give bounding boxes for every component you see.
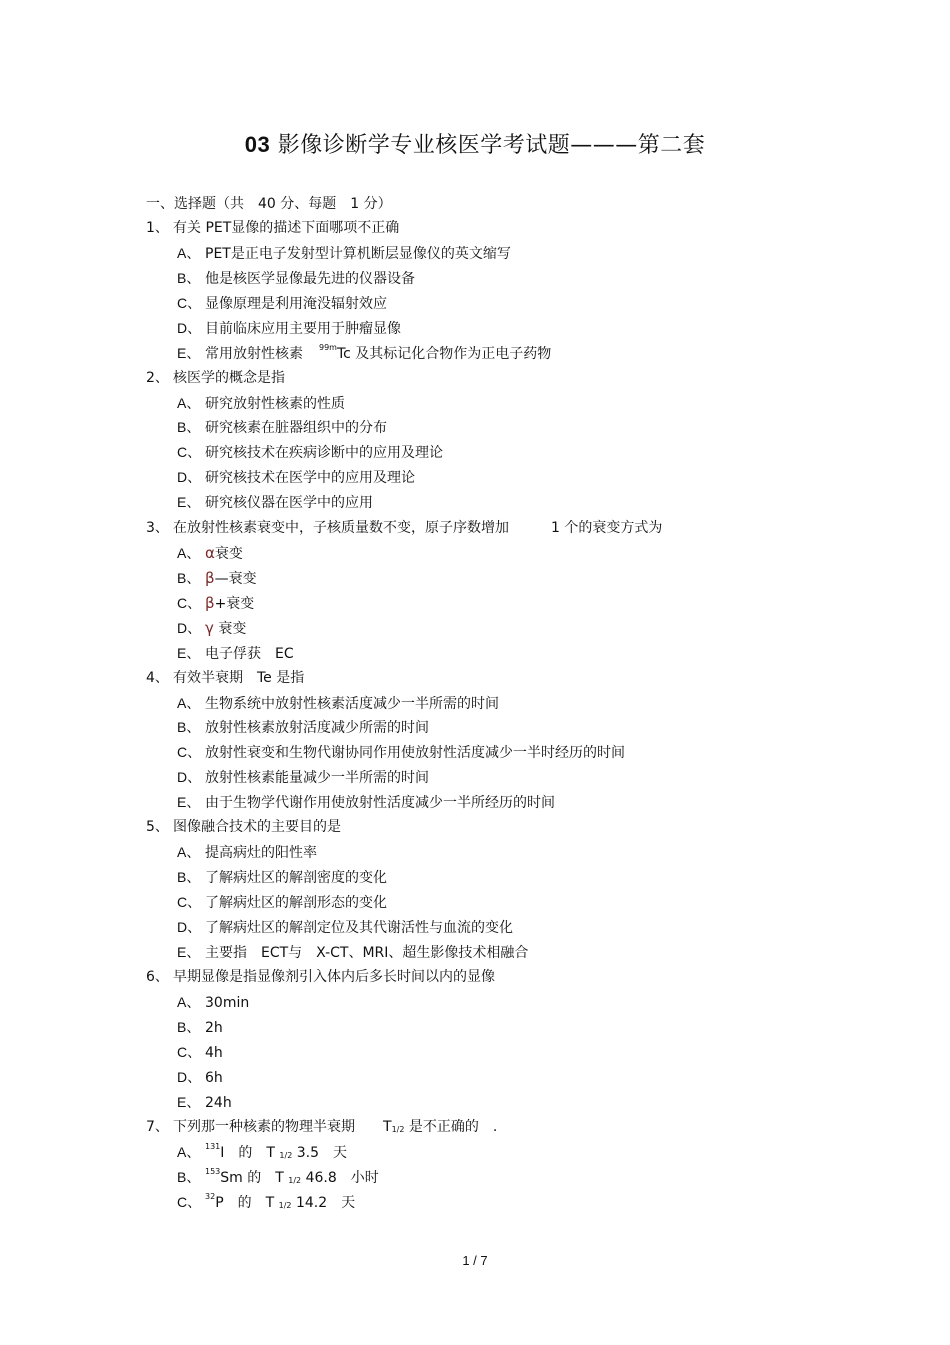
option-letter: D、 — [177, 919, 202, 935]
option-6d — [177, 1068, 223, 1087]
option-text-pre: 常用放射性核素 — [205, 346, 303, 362]
title-number: 03 — [244, 132, 271, 157]
option-letter: C、 — [177, 744, 202, 760]
question-1 — [146, 219, 399, 237]
option-text: —衰变 — [214, 571, 257, 587]
option-3c — [177, 594, 254, 613]
option-text: 电子俘获 EC — [205, 646, 294, 662]
option-2c — [177, 443, 443, 462]
option-text-pre: P 的 T — [215, 1195, 279, 1211]
option-text: 他是核医学显像最先进的仪器设备 — [205, 271, 415, 287]
option-letter: E、 — [177, 1094, 201, 1110]
option-text: 显像原理是利用淹没辐射效应 — [205, 296, 387, 312]
option-text: 研究核技术在疾病诊断中的应用及理论 — [205, 445, 443, 461]
option-letter: D、 — [177, 469, 202, 485]
option-text-post: 14.2 天 — [291, 1195, 356, 1211]
option-3d — [177, 619, 246, 638]
option-4b — [177, 718, 429, 737]
option-letter: D、 — [177, 769, 202, 785]
greek-alpha: α — [205, 544, 215, 562]
option-letter: C、 — [177, 295, 202, 311]
isotope-mass: 99m — [319, 343, 337, 352]
option-text: 研究核素在脏器组织中的分布 — [205, 420, 387, 436]
question-stem: 图像融合技术的主要目的是 — [173, 819, 341, 835]
option-letter: E、 — [177, 494, 201, 510]
option-5e — [177, 943, 528, 962]
option-3e — [177, 644, 294, 663]
option-letter: A、 — [177, 695, 201, 711]
option-text: 30min — [205, 995, 250, 1011]
question-stem: 有效半衰期 Te 是指 — [173, 670, 305, 686]
option-6c — [177, 1043, 223, 1062]
option-text: 提高病灶的阳性率 — [205, 845, 317, 861]
option-text-pre: I 的 T — [220, 1145, 280, 1161]
option-letter: A、 — [177, 395, 201, 411]
option-2d — [177, 468, 415, 487]
option-letter: A、 — [177, 994, 201, 1010]
option-text: 放射性核素放射活度减少所需的时间 — [205, 720, 429, 736]
option-text: 研究核技术在医学中的应用及理论 — [205, 470, 415, 486]
question-2 — [146, 369, 285, 387]
option-text: 衰变 — [213, 621, 247, 637]
option-text: 研究核仪器在医学中的应用 — [205, 495, 373, 511]
question-number: 2、 — [146, 370, 169, 386]
option-letter: D、 — [177, 620, 202, 636]
option-4e — [177, 793, 555, 812]
option-text: 放射性核素能量减少一半所需的时间 — [205, 770, 429, 786]
option-7c — [177, 1193, 355, 1212]
isotope-mass: 153 — [205, 1167, 221, 1176]
option-7b — [177, 1168, 379, 1187]
question-number: 1、 — [146, 220, 169, 236]
option-5a — [177, 843, 317, 862]
option-4c — [177, 743, 625, 762]
question-number: 7、 — [146, 1119, 169, 1135]
option-text: 了解病灶区的解剖密度的变化 — [205, 870, 387, 886]
option-text: 2h — [205, 1020, 223, 1036]
option-2a — [177, 394, 345, 413]
option-letter: C、 — [177, 894, 202, 910]
question-4 — [146, 669, 304, 687]
greek-beta: β — [205, 594, 215, 612]
option-letter: A、 — [177, 1144, 201, 1160]
question-stem-post: 是不正确的 . — [404, 1119, 498, 1135]
title-text: 影像诊断学专业核医学考试题———第二套 — [277, 133, 706, 158]
option-text: 了解病灶区的解剖形态的变化 — [205, 895, 387, 911]
option-4d — [177, 768, 429, 787]
option-letter: B、 — [177, 570, 201, 586]
option-text: PET是正电子发射型计算机断层显像仪的英文缩写 — [205, 246, 511, 262]
option-text-pre: Sm 的 T — [220, 1170, 289, 1186]
option-text-post: Tc 及其标记化合物作为正电子药物 — [336, 346, 552, 362]
option-1c — [177, 294, 387, 313]
question-stem: 有关 PET显像的描述下面哪项不正确 — [173, 220, 400, 236]
option-1a — [177, 244, 511, 263]
option-5b — [177, 868, 387, 887]
question-stem: 在放射性核素衰变中，子核质量数不变，原子序数增加 1 个的衰变方式为 — [173, 520, 663, 536]
question-number: 4、 — [146, 670, 169, 686]
option-text: 4h — [205, 1045, 223, 1061]
option-text: 6h — [205, 1070, 223, 1086]
half-life-subscript: 1/2 — [279, 1151, 293, 1160]
option-5c — [177, 893, 387, 912]
option-text: 由于生物学代谢作用使放射性活度减少一半所经历的时间 — [205, 795, 555, 811]
option-text: 生物系统中放射性核素活度减少一半所需的时间 — [205, 696, 499, 712]
option-letter: C、 — [177, 1044, 202, 1060]
option-text: 衰变 — [214, 546, 243, 562]
question-7 — [146, 1118, 497, 1136]
option-1d — [177, 319, 401, 338]
option-letter: C、 — [177, 595, 202, 611]
option-letter: B、 — [177, 270, 201, 286]
option-letter: B、 — [177, 719, 201, 735]
question-6 — [146, 968, 495, 986]
option-letter: C、 — [177, 444, 202, 460]
option-letter: A、 — [177, 844, 201, 860]
option-letter: A、 — [177, 545, 201, 561]
question-stem-pre: 下列那一种核素的物理半衰期 T — [173, 1119, 392, 1135]
option-letter: A、 — [177, 245, 201, 261]
option-letter: B、 — [177, 869, 201, 885]
option-letter: E、 — [177, 345, 201, 361]
option-text: 24h — [205, 1095, 232, 1111]
option-7a — [177, 1143, 347, 1162]
isotope-mass: 32 — [205, 1192, 216, 1201]
option-text-post: 3.5 天 — [292, 1145, 348, 1161]
option-6b — [177, 1018, 223, 1037]
option-letter: E、 — [177, 645, 201, 661]
greek-gamma: γ — [205, 619, 214, 637]
option-5d — [177, 918, 513, 937]
option-letter: C、 — [177, 1194, 202, 1210]
page-title — [0, 128, 950, 159]
question-5 — [146, 818, 341, 836]
half-life-subscript: 1/2 — [391, 1125, 405, 1134]
option-4a — [177, 694, 499, 713]
option-text: 主要指 ECT与 X-CT、MRI、超生影像技术相融合 — [205, 945, 529, 961]
section-heading: 一、选择题（共 40 分、每题 1 分） — [146, 196, 392, 212]
question-3 — [146, 519, 662, 537]
option-2b — [177, 418, 387, 437]
option-text: 研究放射性核素的性质 — [205, 396, 345, 412]
option-letter: B、 — [177, 419, 201, 435]
option-1b — [177, 269, 415, 288]
page-number: 1 / 7 — [462, 1253, 488, 1268]
option-text-post: 46.8 小时 — [301, 1170, 379, 1186]
greek-beta: β — [205, 569, 215, 587]
option-letter: E、 — [177, 794, 201, 810]
isotope-mass: 131 — [205, 1142, 221, 1151]
option-letter: B、 — [177, 1019, 201, 1035]
option-text: 目前临床应用主要用于肿瘤显像 — [205, 321, 401, 337]
question-stem: 核医学的概念是指 — [173, 370, 285, 386]
half-life-subscript: 1/2 — [288, 1176, 302, 1185]
option-3a — [177, 544, 243, 563]
option-3b — [177, 569, 257, 588]
option-letter: E、 — [177, 944, 201, 960]
option-text: 放射性衰变和生物代谢协同作用使放射性活度减少一半时经历的时间 — [205, 745, 625, 761]
question-number: 5、 — [146, 819, 169, 835]
option-2e — [177, 493, 373, 512]
option-6a — [177, 993, 249, 1012]
option-6e — [177, 1093, 232, 1112]
half-life-subscript: 1/2 — [278, 1201, 292, 1210]
option-letter: D、 — [177, 1069, 202, 1085]
question-stem: 早期显像是指显像剂引入体内后多长时间以内的显像 — [173, 969, 495, 985]
option-text: +衰变 — [214, 596, 255, 612]
question-number: 3、 — [146, 520, 169, 536]
option-text: 了解病灶区的解剖定位及其代谢活性与血流的变化 — [205, 920, 513, 936]
option-1e — [177, 344, 551, 363]
option-letter: B、 — [177, 1169, 201, 1185]
question-number: 6、 — [146, 969, 169, 985]
option-letter: D、 — [177, 320, 202, 336]
